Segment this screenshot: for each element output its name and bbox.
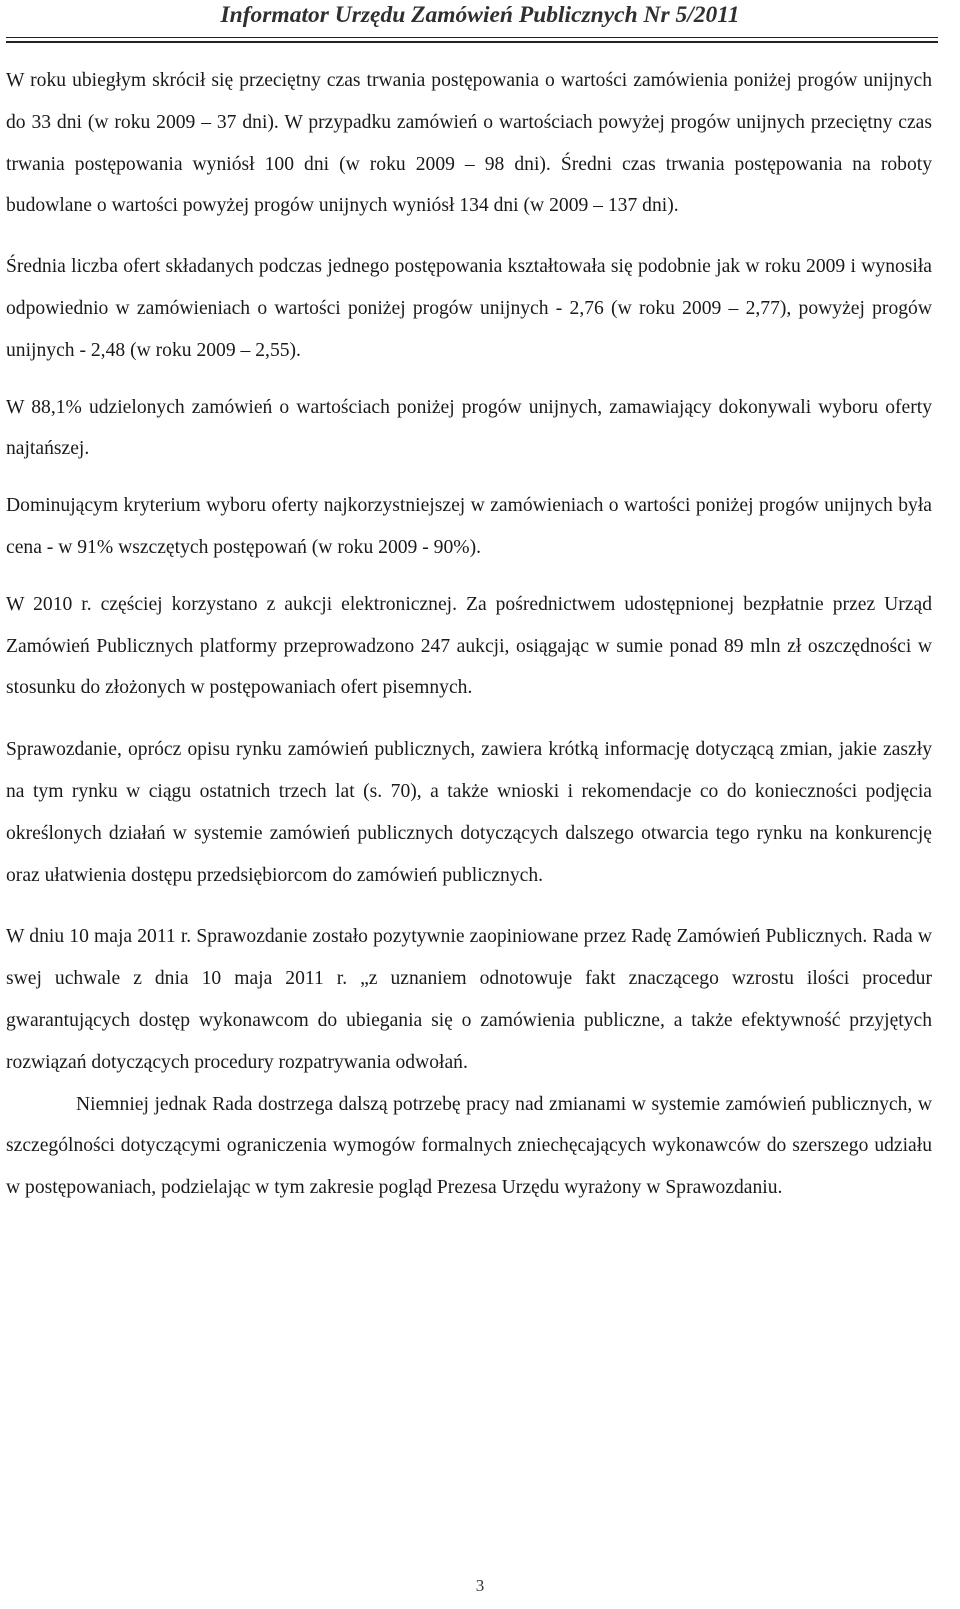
page-number xyxy=(0,1576,960,1596)
header-rule-thin xyxy=(6,37,938,38)
header-title: Informator Urzędu Zamówień Publicznych Nr 5/2011 xyxy=(220,2,740,28)
paragraph-offers: Średnia liczba ofert składanych podczas jednego postępowania kształtowała się podobnie jak w roku 2009 i wynosiła odpowiednio w zamówieniach o wartości poniżej progów unijnych - 2,76 (w roku 2009 – 2,77), powyżej progów unijnych - 2,48 (w roku 2009 – 2,55). xyxy=(6,256,932,361)
paragraph-auctions: W 2010 r. częściej korzystano z aukcji elektronicznej. Za pośrednictwem udostępnionej bezpłatnie przez Urząd Zamówień Publicznych platformy przeprowadzono 247 aukcji, osiągając w sumie ponad 89 mln zł oszczędności w stosunku do złożonych w postępowaniach ofert pisemnych. xyxy=(6,593,932,699)
page-header xyxy=(0,2,960,38)
page-number-text: 3 xyxy=(475,1576,485,1595)
paragraph-report: Sprawozdanie, oprócz opisu rynku zamówień publicznych, zawiera krótką informację dotyczącą zmian, jakie zaszły na tym rynku w ciągu ostatnich trzech lat (s. 70), a także wnioski i rekomendacje co do konieczności podjęcia określonych działań w systemie zamówień publicznych dotyczących dalszego otwarcia tego rynku na konkurencję oraz ułatwienia dostępu przedsiębiorcom do zamówień publicznych. xyxy=(6,739,932,886)
header-rule-thick xyxy=(6,41,938,43)
paragraph-cheapest-offer: W 88,1% udzielonych zamówień o wartościach poniżej progów unijnych, zamawiający dokonywali wyboru oferty najtańszej. xyxy=(6,396,932,460)
document-body xyxy=(6,60,932,1209)
paragraph-criterion: Dominującym kryterium wyboru oferty najkorzystniejszej w zamówieniach o wartości poniżej progów unijnych była cena - w 91% wszczętych postępowań (w roku 2009 - 90%). xyxy=(6,495,932,558)
paragraph-duration: W roku ubiegłym skrócił się przeciętny czas trwania postępowania o wartości zamówienia poniżej progów unijnych do 33 dni (w roku 2009 – 37 dni). W przypadku zamówień o wartościach powyżej progów unijnych przeciętny czas trwania postępowania wyniósł 100 dni (w roku 2009 – 98 dni). Średni czas trwania postępowania na roboty budowlane o wartości powyżej progów unijnych wyniósł 134 dni (w 2009 – 137 dni). xyxy=(6,70,932,217)
paragraph-council-remarks: Niemniej jednak Rada dostrzega dalszą potrzebę pracy nad zmianami w systemie zamówień publicznych, w szczególności dotyczącymi ograniczenia wymogów formalnych zniechęcających wykonawców do szerszego udziału w postępowaniach, podzielając w tym zakresie pogląd Prezesa Urzędu wyrażony w Sprawozdaniu. xyxy=(6,1093,932,1199)
paragraph-council-opinion: W dniu 10 maja 2011 r. Sprawozdanie zostało pozytywnie zaopiniowane przez Radę Zamówień Publicznych. Rada w swej uchwale z dnia 10 maja 2011 r. „z uznaniem odnotowuje fakt znaczącego wzrostu ilości procedur gwarantujących dostęp wykonawcom do ubiegania się o zamówienia publiczne, a także efektywność przyjętych rozwiązań dotyczących procedury rozpatrywania odwołań. xyxy=(6,926,932,1073)
